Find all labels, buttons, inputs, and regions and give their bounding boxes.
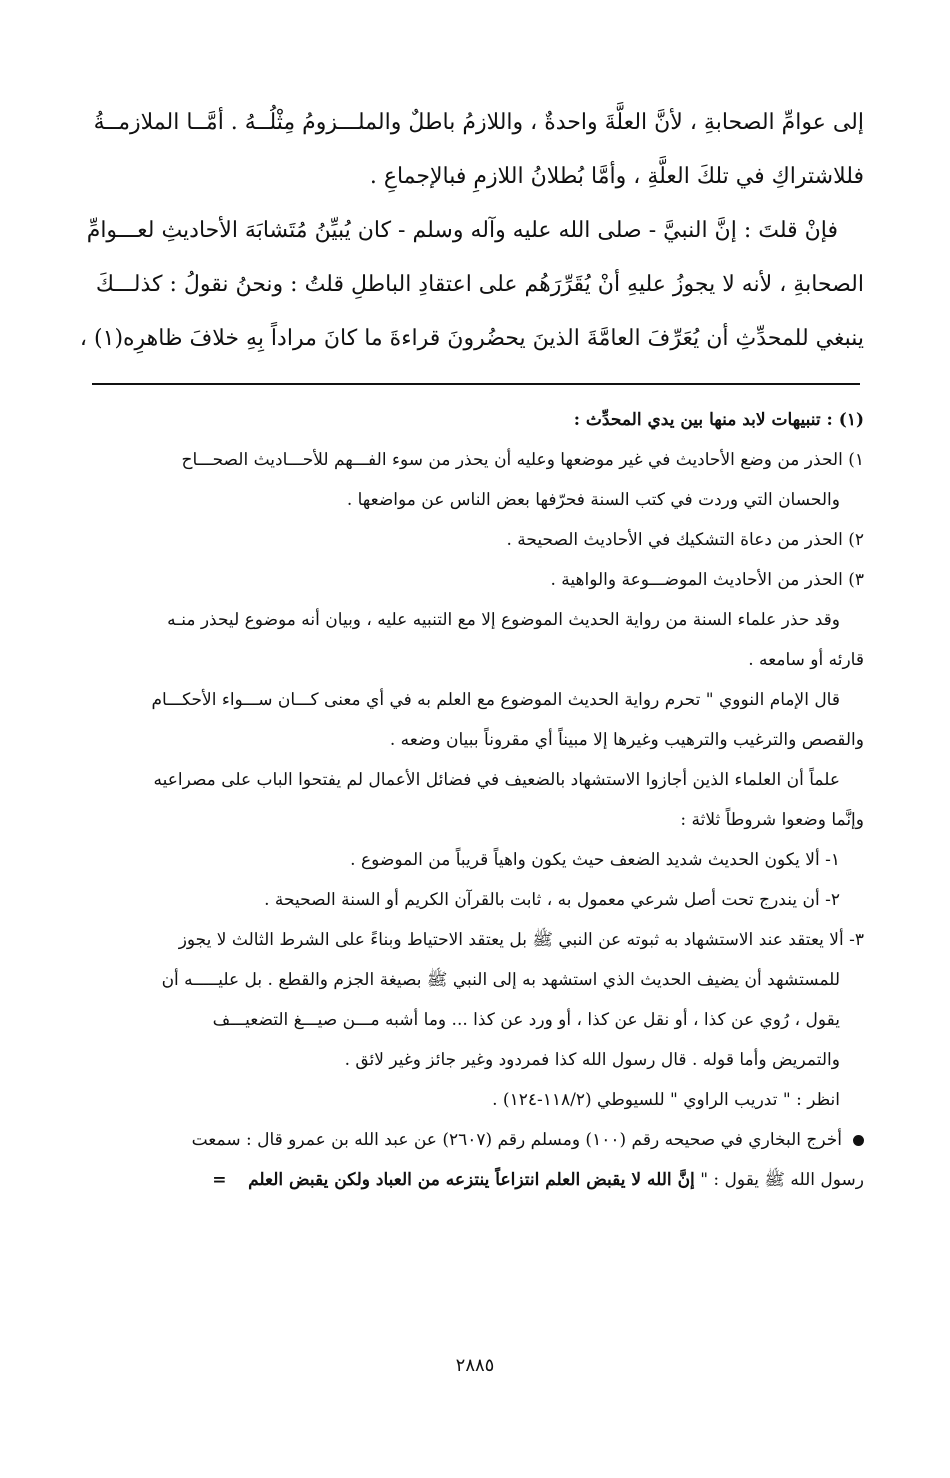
footnote-line: والتمريض وأما قوله . قال رسول الله كذا فمردود وغير جائز وغير لائق . <box>344 1050 840 1070</box>
main-text-line: فإنْ قلتَ : إنَّ النبيَّ - صلى الله عليه وآله وسلم - كان يُبيِّنُ مُتَشابَهَ الأحاديثِ لعـــوامِّ <box>86 218 838 243</box>
hadith-prefix: رسول الله ﷺ يقول : " <box>694 1170 864 1190</box>
footnote-line: والحسان التي وردت في كتب السنة فحرّفها بعض الناس عن مواضعها . <box>346 490 840 510</box>
footnote-line: انظر : " تدريب الراوي " للسيوطي (١١٨/٢-١٢٤) . <box>492 1090 840 1110</box>
footnote-line: علماً أن العلماء الذين أجازوا الاستشهاد بالضعيف في فضائل الأعمال لم يفتحوا الباب على مصراعيه <box>153 770 840 790</box>
main-text-line: ينبغي للمحدِّثِ أن يُعَرِّفَ العامَّةَ الذينَ يحضُرونَ قراءةَ ما كانَ مراداً بِهِ خلافَ ظاهرِه(١) ، <box>79 326 864 351</box>
footnote-line: ٢) الحذر من دعاة التشكيك في الأحاديث الصحيحة . <box>506 530 864 550</box>
footnote-line: ٣) الحذر من الأحاديث الموضـــوعة والواهية . <box>550 570 864 590</box>
footnote-separator <box>92 383 860 385</box>
footnote-line: والقصص والترغيب والترهيب وغيرها إلا مبيناً أي مقروناً ببيان وضعه . <box>389 730 864 750</box>
footnote-line: ٢- أن يندرج تحت أصل شرعي معمول به ، ثابت بالقرآن الكريم أو السنة الصحيحة . <box>264 890 840 910</box>
footnote-line: يقول ، رُوي عن كذا ، أو نقل عن كذا ، أو ورد عن كذا ... وما أشبه مـــن صيـــغ التضعيـــف <box>212 1010 840 1030</box>
footnote-line: وقد حذر علماء السنة من رواية الحديث الموضوع إلا مع التنبيه عليه ، وبيان أنه موضوع ليحذر منـه <box>167 610 840 630</box>
hadith-line <box>88 1120 864 1160</box>
footnote-line: وإنَّما وضعوا شروطاً ثلاثة : <box>680 810 864 830</box>
footnote-line: ١) الحذر من وضع الأحاديث في غير موضعها وعليه أن يحذر من سوء الفـــهم للأحـــاديث الصحـــاح <box>181 450 864 470</box>
hadith-text: أخرج البخاري في صحيحه رقم (١٠٠) ومسلم رقم (٢٦٠٧) عن عبد الله بن عمرو قال : سمعت <box>191 1130 842 1150</box>
footnote-heading: (١) : تنبيهات لابد منها بين يدي المحدِّث : <box>573 410 864 430</box>
main-text-line: الصحابةِ ، لأنه لا يجوزُ عليهِ أنْ يُقَرِّرَهُم على اعتقادِ الباطلِ قلتُ : ونحنُ نقولُ : كذلـــكَ <box>95 272 864 297</box>
hadith-quote: إنَّ الله لا يقبض العلم انتزاعاً ينتزعه من العباد ولكن يقبض العلم <box>248 1170 695 1190</box>
footnote-line: ٣- ألا يعتقد عند الاستشهاد به ثبوته عن النبي ﷺ بل يعتقد الاحتياط وبناءً على الشرط الثالث لا يجوز <box>178 930 864 950</box>
page-number: ٢٨٨٥ <box>455 1355 495 1376</box>
main-text-block <box>79 96 864 366</box>
bullet-icon <box>853 1135 864 1146</box>
footnote-line: قارئه أو سامعه . <box>748 650 864 670</box>
hadith-line <box>88 1160 864 1200</box>
main-text-line: إلى عوامِّ الصحابةِ ، لأنَّ العلَّةَ واحدةٌ ، واللازمُ باطلٌ والملـــزومُ مِثْلُــهُ . أمَّــا الملازمــةُ <box>93 110 864 135</box>
main-text-line: فللاشتراكِ في تلكَ العلَّةِ ، وأمَّا بُطلانُ اللازمِ فبالإجماعِ . <box>369 164 864 189</box>
footnote-line: ١- ألا يكون الحديث شديد الضعف حيث يكون واهياً قريباً من الموضوع . <box>350 850 840 870</box>
continuation-mark: = <box>212 1170 227 1190</box>
footnote-block <box>88 400 864 1200</box>
footnote-line: قال الإمام النووي " تحرم رواية الحديث الموضوع مع العلم به في أي معنى كـــان ســـواء الأحكـــام <box>151 690 840 710</box>
footnote-line: للمستشهد أن يضيف الحديث الذي استشهد به إلى النبي ﷺ بصيغة الجزم والقطع . بل عليـــــه أن <box>161 970 840 990</box>
